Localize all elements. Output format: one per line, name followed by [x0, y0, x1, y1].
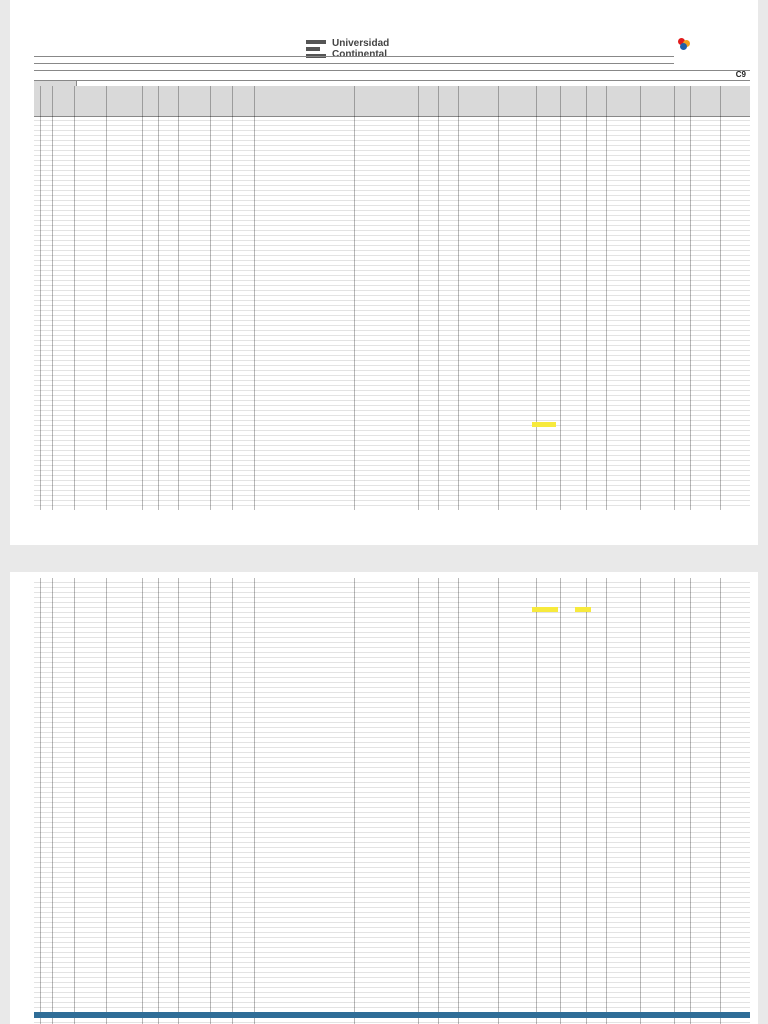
highlighted-cell [532, 607, 558, 612]
selected-table-row[interactable] [34, 1012, 750, 1018]
sheet-code: C9 [735, 70, 746, 79]
sheet-page-1 [10, 0, 758, 545]
highlighted-cell [532, 422, 556, 427]
document-header-rows [34, 56, 750, 78]
data-table-1 [34, 86, 750, 510]
sheet-page-2 [10, 572, 758, 1024]
logo-word-2: Continental [332, 49, 387, 60]
logo-word-1: Universidad [332, 38, 390, 49]
highlighted-cell [575, 607, 591, 612]
data-table-2 [34, 578, 750, 1024]
corner-emblem-icon [678, 38, 690, 50]
